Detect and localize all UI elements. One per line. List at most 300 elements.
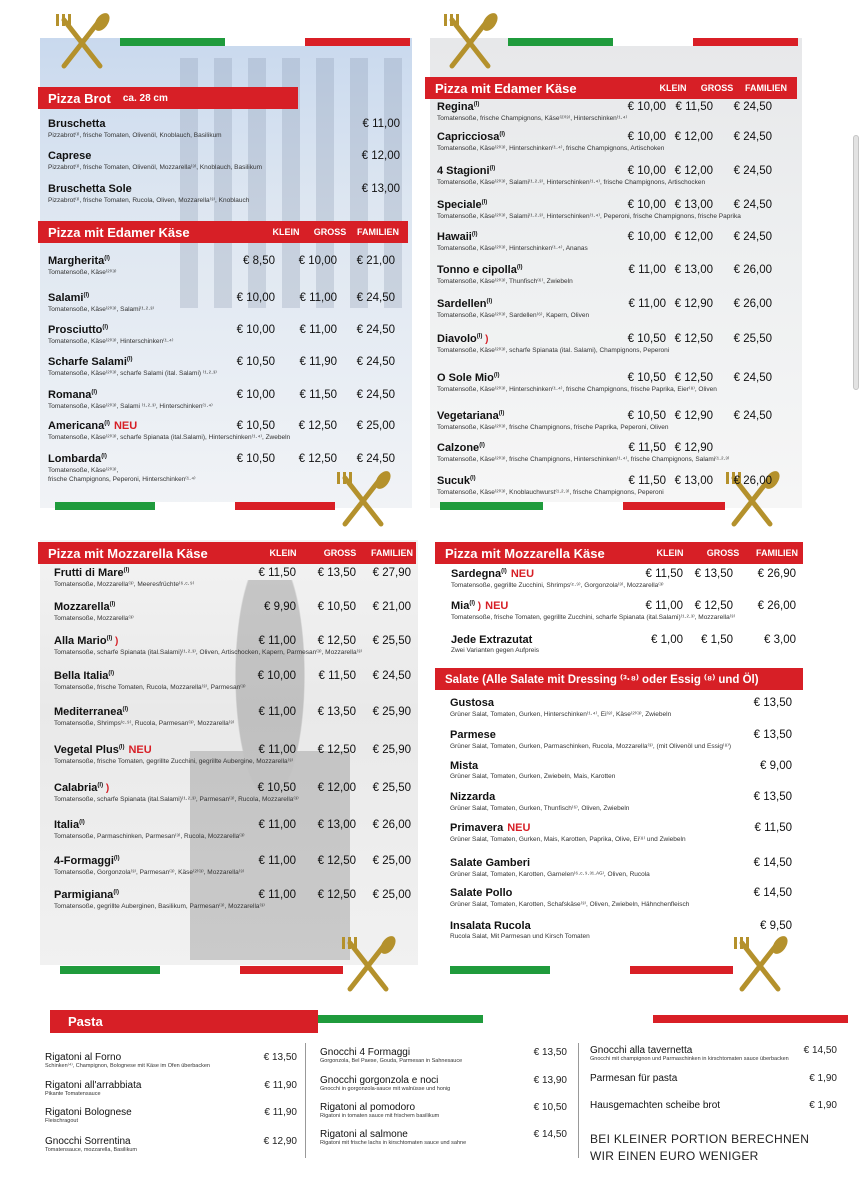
item-name-text: Hawaii <box>437 231 472 243</box>
item-name-text: Insalata Rucola <box>450 920 531 932</box>
pasta-item <box>590 1073 845 1084</box>
item-price: € 13,00 <box>674 264 713 276</box>
item-price: € 12,50 <box>317 635 356 647</box>
item-name-text: Sardegna <box>451 568 502 580</box>
pasta-item <box>45 1052 305 1069</box>
section-header-pizza-brot: Pizza Brot ca. 28 cm <box>38 87 298 109</box>
item-name-text: Romana <box>48 389 92 401</box>
item-allergen-sup: (I) <box>109 601 116 608</box>
item-name-text: Nizzarda <box>450 791 496 803</box>
item-description: Tomatensoße, Käse⁽²⁾⁽³⁾, Hinterschinken⁽¹·⁴⁾, frische Champignons, frische Paprika, Eier⁽⁸⁾, Oliven <box>437 386 717 393</box>
item-name-text: Calzone <box>437 442 480 454</box>
item-name-text: Parmese <box>450 729 496 741</box>
item-description: frische Champignons, Peperoni, Hinterschinken⁽¹·⁴⁾ <box>48 476 196 483</box>
item-price: € 12,00 <box>674 131 713 143</box>
item-name-text: Vegetal Plus <box>54 744 119 756</box>
new-badge: NEU <box>507 822 531 834</box>
item-price: € 25,00 <box>356 420 395 432</box>
item-price: € 13,50 <box>694 568 733 580</box>
item-description: Zwei Varianten gegen Aufpreis <box>451 647 540 654</box>
menu-item <box>48 356 413 377</box>
item-name-text: Prosciutto <box>48 324 103 336</box>
item-name-text: Regina <box>437 101 474 113</box>
item-price: € 13,00 <box>361 183 400 195</box>
pasta-item <box>590 1045 845 1062</box>
item-price: € 13,50 <box>753 697 792 709</box>
item-name-text: Mia <box>451 600 470 612</box>
menu-item <box>437 264 795 285</box>
pasta-description: Gorgonzola, Bel Paese, Gouda, Parmesan in Sahnesauce <box>320 1058 463 1064</box>
item-price: € 26,00 <box>372 819 411 831</box>
flag-bar <box>60 966 343 974</box>
menu-item <box>48 150 408 171</box>
item-description: Tomatensoße, frische Champignons, Käse⁽²⁾⁽³⁾, Hinterschinken⁽¹·⁴⁾ <box>437 115 628 122</box>
item-description: Grüner Salat, Tomaten, Karotten, Garnelen⁽⁶·ᶜ·⁹·³¹·ᴬᴳ⁾, Oliven, Rucola <box>450 871 650 878</box>
item-price: € 25,90 <box>372 744 411 756</box>
item-price: € 26,90 <box>757 568 796 580</box>
menu-item <box>48 453 413 483</box>
item-price: € 10,50 <box>236 356 275 368</box>
pasta-item <box>590 1100 845 1111</box>
item-allergen-sup: (I) <box>486 298 493 305</box>
item-price: € 25,00 <box>372 889 411 901</box>
menu-item <box>437 372 795 393</box>
menu-item <box>437 101 795 122</box>
menu-item <box>48 183 408 204</box>
item-price: € 25,90 <box>372 706 411 718</box>
menu-item <box>437 131 795 152</box>
item-price: € 12,50 <box>674 372 713 384</box>
item-description: Tomatensoße, Käse⁽²⁾⁽³⁾, scharfe Salami (ital. Salami) ⁽¹·²·³⁾ <box>48 370 217 377</box>
item-price: € 12,50 <box>317 744 356 756</box>
item-description: Tomatensoße, Käse⁽²⁾⁽³⁾, scharfe Spianata (ital.Salami), Hinterschinken⁽¹·⁴⁾, Zwebeln <box>48 434 291 441</box>
item-price: € 10,00 <box>627 101 666 113</box>
item-price: € 24,50 <box>733 231 772 243</box>
menu-item <box>48 255 413 276</box>
pasta-item <box>320 1129 575 1146</box>
item-price: € 11,00 <box>645 600 683 612</box>
item-description: Tomatensoße, Mozzarella⁽³⁾, Meeresfrüchte⁽⁶·ᶜ·⁹⁾ <box>54 581 195 588</box>
item-name-text: 4 Stagioni <box>437 165 490 177</box>
item-description: Tomatensoße, Käse⁽²⁾⁽³⁾, frische Champignons, Hinterschinken⁽¹·⁴⁾, frische Champignons, Salami⁽¹·²·³⁾ <box>437 456 730 463</box>
pasta-price: € 14,50 <box>803 1045 837 1056</box>
pasta-item <box>320 1102 575 1119</box>
item-name-text: Bella Italia <box>54 670 109 682</box>
menu-item <box>451 600 801 621</box>
menu-item <box>437 410 795 431</box>
menu-item <box>48 324 413 345</box>
menu-item <box>450 822 795 843</box>
item-name-text: Salate Pollo <box>450 887 513 899</box>
menu-item <box>437 199 795 220</box>
item-price: € 25,50 <box>372 782 411 794</box>
item-price: € 13,00 <box>674 199 713 211</box>
item-price: € 24,50 <box>356 453 395 465</box>
item-price: € 26,00 <box>733 298 772 310</box>
pasta-description: Pikante Tomatensauce <box>45 1091 101 1097</box>
item-description: Tomatensoße, Käse⁽²⁾⁽³⁾, Salami⁽¹·²·³⁾, Hinterschinken⁽¹·⁴⁾, Peperoni, frische Champignons, frische Paprika <box>437 213 741 220</box>
item-price: € 11,50 <box>299 389 337 401</box>
item-price: € 10,00 <box>236 389 275 401</box>
item-price: € 11,00 <box>628 264 666 276</box>
item-price: € 11,00 <box>299 324 337 336</box>
item-allergen-sup: (I) <box>493 372 500 379</box>
item-description: Pizzabrot⁽ᴵ⁾, frische Tomaten, Olivenöl, Knoblauch, Basilikum <box>48 132 222 139</box>
item-price: € 10,00 <box>627 231 666 243</box>
item-price: € 21,00 <box>372 601 411 613</box>
item-price: € 13,00 <box>674 475 713 487</box>
pasta-price: € 13,50 <box>263 1052 297 1063</box>
item-description: Rucola Salat, Mit Parmesan und Kirsch Tomaten <box>450 933 590 940</box>
menu-item <box>48 292 413 313</box>
portion-note: BEI KLEINER PORTION BERECHNEN WIR EINEN EURO WENIGER <box>590 1132 810 1163</box>
chili-icon: ) <box>482 334 489 345</box>
item-price: € 10,50 <box>627 333 666 345</box>
item-description: Tomatensoße, frische Tomaten, gegrillte Zucchini, gegrillte Aubergine, Mozzarella⁽³⁾ <box>54 758 293 765</box>
item-price: € 9,90 <box>264 601 296 613</box>
item-price: € 12,00 <box>361 150 400 162</box>
item-allergen-sup: (I) <box>104 420 110 427</box>
pasta-price: € 11,90 <box>264 1080 297 1091</box>
item-name-text: Caprese <box>48 150 92 162</box>
pasta-item <box>45 1107 305 1124</box>
fork-and-knife-icon <box>730 935 790 995</box>
pasta-column-divider <box>578 1043 579 1158</box>
item-price: € 10,00 <box>236 324 275 336</box>
pasta-price: € 13,50 <box>533 1047 567 1058</box>
item-name-text: Mista <box>450 760 479 772</box>
item-price: € 26,00 <box>733 475 772 487</box>
item-price: € 21,00 <box>356 255 395 267</box>
pasta-column-divider <box>305 1043 306 1158</box>
item-price: € 12,00 <box>317 782 356 794</box>
menu-item <box>437 333 795 354</box>
menu-item <box>450 791 795 812</box>
item-name-text: Jede Extrazutat <box>451 634 533 646</box>
pasta-name: Rigatoni al salmone <box>320 1129 408 1140</box>
item-price: € 24,50 <box>733 131 772 143</box>
item-price: € 13,00 <box>317 819 356 831</box>
pasta-name: Gnocchi gorgonzola e noci <box>320 1075 439 1086</box>
item-price: € 12,00 <box>674 165 713 177</box>
pasta-name: Rigatoni Bolognese <box>45 1107 132 1118</box>
item-description: Tomatensoße, Käse⁽²⁾⁽³⁾, frische Champignons, frische Paprika, Peperoni, Oliven <box>437 424 669 431</box>
section-header-pasta: Pasta <box>50 1010 318 1033</box>
item-price: € 13,50 <box>317 567 356 579</box>
item-description: Tomatensoße, Käse⁽²⁾⁽³⁾, Sardellen⁽⁶⁾, Kapern, Oliven <box>437 312 590 319</box>
page-scrollbar[interactable] <box>853 135 859 390</box>
item-description: Tomatensoße, scharfe Spianata (ital.Salami)⁽¹·²·³⁾, Parmesan⁽³⁾, Rucola, Mozzarella⁽³⁾ <box>54 796 299 803</box>
flag-bar <box>120 38 410 46</box>
item-description: Tomatensoße, Gorgonzola⁽³⁾, Parmesan⁽³⁾, Käse⁽²⁾⁽³⁾, Mozzarella⁽³⁾ <box>54 869 245 876</box>
item-price: € 11,90 <box>299 356 337 368</box>
item-price: € 12,50 <box>674 333 713 345</box>
item-allergen-sup: (I) <box>469 600 476 607</box>
pasta-name: Rigatoni al pomodoro <box>320 1102 416 1113</box>
item-name-text: Primavera <box>450 822 504 834</box>
item-allergen-sup: (I) <box>122 706 129 713</box>
item-price: € 10,50 <box>627 410 666 422</box>
item-allergen-sup: (I) <box>479 442 485 449</box>
pasta-price: € 10,50 <box>533 1102 567 1113</box>
menu-item <box>54 635 414 656</box>
item-name-text: Calabria <box>54 782 98 794</box>
menu-item <box>54 782 414 803</box>
item-price: € 26,00 <box>733 264 772 276</box>
item-allergen-sup: (I) <box>106 635 113 642</box>
item-price: € 12,50 <box>298 453 337 465</box>
item-allergen-sup: (I) <box>516 264 523 271</box>
item-description: Tomatensoße, Mozzarella⁽³⁾ <box>54 615 134 622</box>
item-price: € 24,50 <box>356 389 395 401</box>
item-price: € 11,50 <box>318 670 356 682</box>
menu-item <box>450 729 795 750</box>
item-name-text: Sardellen <box>437 298 487 310</box>
item-price: € 11,00 <box>258 744 296 756</box>
item-price: € 25,00 <box>372 855 411 867</box>
item-price: € 11,50 <box>675 101 713 113</box>
item-name-text: Sucuk <box>437 475 471 487</box>
item-allergen-sup: (I) <box>489 165 496 172</box>
pasta-name: Hausgemachten scheibe brot <box>590 1100 721 1111</box>
item-description: Tomatensoße, Käse⁽²⁾⁽³⁾, scharfe Spianata (ital. Salami), Champignons, Peperoni <box>437 347 670 354</box>
flag-bar <box>450 966 733 974</box>
item-name-text: Scharfe Salami <box>48 356 127 368</box>
pasta-price: € 12,90 <box>263 1136 297 1147</box>
pasta-description: Gnocchi in gorgonzola-sauce mit walnüsse und honig <box>320 1086 451 1092</box>
item-allergen-sup: (I) <box>91 389 98 396</box>
flag-bar <box>318 1015 848 1023</box>
chili-icon: ) <box>475 601 482 612</box>
item-allergen-sup: (I) <box>123 567 130 574</box>
item-name-text: Mediterranea <box>54 706 123 718</box>
item-name-text: O Sole Mio <box>437 372 494 384</box>
item-price: € 11,00 <box>628 298 666 310</box>
item-price: € 24,50 <box>733 165 772 177</box>
new-badge: NEU <box>128 744 152 756</box>
pasta-description: Gnocchi mit champignon und Parmaschinken in kirschtomaten sauce überbacken <box>590 1056 789 1062</box>
pasta-description: Rigatoni in tomaten sauce mit frischem basilikum <box>320 1113 440 1119</box>
item-price: € 12,00 <box>674 231 713 243</box>
item-name-text: Parmigiana <box>54 889 114 901</box>
item-price: € 24,50 <box>356 292 395 304</box>
section-header-edamer-right: Pizza mit Edamer Käse KLEIN GROSS FAMILIEN <box>425 77 797 99</box>
item-name-text: Speciale <box>437 199 482 211</box>
flag-bar <box>55 502 335 510</box>
item-price: € 27,90 <box>372 567 411 579</box>
pasta-name: Parmesan für pasta <box>590 1073 678 1084</box>
pasta-name: Gnocchi Sorrentina <box>45 1136 131 1147</box>
menu-item <box>54 670 414 691</box>
item-description: Tomatensoße, Parmaschinken, Parmesan⁽³⁾, Rucola, Mozzarella⁽³⁾ <box>54 833 245 840</box>
item-price: € 11,00 <box>258 855 296 867</box>
item-price: € 9,50 <box>760 920 792 932</box>
menu-item <box>450 920 795 940</box>
pasta-name: Rigatoni all'arrabbiata <box>45 1080 142 1091</box>
item-description: Tomatensoße, Käse⁽²⁾⁽³⁾, Salami ⁽¹·²·³⁾, Hinterschinken⁽¹·⁴⁾ <box>48 403 213 410</box>
item-price: € 24,50 <box>733 410 772 422</box>
pasta-item <box>45 1136 305 1153</box>
item-allergen-sup: (I) <box>79 819 85 826</box>
item-price: € 10,50 <box>236 453 275 465</box>
item-price: € 11,00 <box>299 292 337 304</box>
item-price: € 11,50 <box>645 568 683 580</box>
pasta-name: Gnocchi alla tavernetta <box>590 1045 693 1056</box>
item-price: € 11,00 <box>258 635 296 647</box>
item-price: € 11,00 <box>258 819 296 831</box>
item-allergen-sup: (I) <box>104 255 110 262</box>
pasta-description: Tomatensauce, mozzarella, Basilikum <box>45 1147 138 1153</box>
item-price: € 24,50 <box>733 101 772 113</box>
fork-and-knife-icon <box>52 12 112 72</box>
item-price: € 10,50 <box>236 420 275 432</box>
item-description: Tomatensoße, Käse⁽²⁾⁽³⁾, Knoblauchwurst⁽¹·²·³⁾, frische Champignons, Peperoni <box>437 489 664 496</box>
item-price: € 25,50 <box>733 333 772 345</box>
item-allergen-sup: (I) <box>470 475 476 482</box>
item-name-text: Capricciosa <box>437 131 500 143</box>
item-price: € 24,50 <box>356 356 395 368</box>
item-price: € 24,50 <box>733 199 772 211</box>
fork-and-knife-icon <box>338 935 398 995</box>
menu-item <box>437 231 795 252</box>
menu-item <box>54 601 414 622</box>
section-header-salate: Salate (Alle Salate mit Dressing ⁽³·⁸⁾ oder Essig ⁽⁸⁾ und Öl) <box>435 668 803 690</box>
item-price: € 11,50 <box>754 822 792 834</box>
menu-item <box>450 697 795 718</box>
item-price: € 11,50 <box>628 475 666 487</box>
menu-item <box>54 567 414 588</box>
item-allergen-sup: (I) <box>108 670 115 677</box>
item-description: Tomatensoße, Käse⁽²⁾⁽³⁾, Hinterschinken⁽¹·⁴⁾ <box>48 338 174 345</box>
item-name-text: Salate Gamberi <box>450 857 531 869</box>
item-price: € 24,50 <box>372 670 411 682</box>
pasta-price: € 14,50 <box>533 1129 567 1140</box>
item-price: € 10,00 <box>236 292 275 304</box>
item-price: € 12,50 <box>298 420 337 432</box>
item-price: € 14,50 <box>753 857 792 869</box>
menu-item <box>437 165 795 186</box>
item-price: € 12,90 <box>674 442 713 454</box>
item-description: Tomatensoße, Shrimps⁽ᶜ·⁹⁾, Rucola, Parmesan⁽³⁾, Mozzarella⁽³⁾ <box>54 720 235 727</box>
menu-item <box>54 819 414 840</box>
pasta-description: Rigatoni mit frische lachs in kirschtomaten sauce und sahne <box>320 1140 467 1146</box>
pasta-description: Schinken⁽⁴⁾, Champignon, Bolognese mit Käse im Ofen überbacken <box>45 1063 210 1069</box>
item-description: Pizzabrot⁽ᴵ⁾, frische Tomaten, Olivenöl, Mozzarella⁽³⁾, Knoblauch, Basilikum <box>48 164 262 171</box>
item-allergen-sup: (I) <box>118 744 125 751</box>
item-price: € 11,00 <box>258 889 296 901</box>
pasta-name: Rigatoni al Forno <box>45 1052 122 1063</box>
item-price: € 3,00 <box>764 634 796 646</box>
menu-item <box>437 442 795 463</box>
new-badge: NEU <box>485 600 509 612</box>
section-header-mozzarella-left: Pizza mit Mozzarella Käse KLEIN GROSS FAMILIEN <box>38 542 416 564</box>
item-allergen-sup: (I) <box>97 782 104 789</box>
item-price: € 10,50 <box>257 782 296 794</box>
item-description: Tomatensoße, Käse⁽²⁾⁽³⁾, Thunfisch⁽⁶⁾, Zwiebeln <box>437 278 573 285</box>
item-description: Pizzabrot⁽ᴵ⁾, frische Tomaten, Rucola, Oliven, Mozzarella⁽³⁾, Knoblauch <box>48 197 250 204</box>
item-price: € 12,50 <box>317 855 356 867</box>
menu-item <box>450 887 795 908</box>
item-name-text: Diavolo <box>437 333 477 345</box>
item-price: € 10,00 <box>257 670 296 682</box>
item-allergen-sup: (I) <box>499 131 506 138</box>
item-price: € 13,50 <box>317 706 356 718</box>
item-price: € 13,50 <box>753 791 792 803</box>
menu-item <box>450 857 795 878</box>
menu-item <box>451 568 801 589</box>
menu-item <box>54 706 414 727</box>
item-name-text: Mozzarella <box>54 601 110 613</box>
item-price: € 11,00 <box>258 706 296 718</box>
item-name-text: Americana <box>48 420 105 432</box>
item-name-text: Bruschetta Sole <box>48 183 132 195</box>
flag-bar <box>440 502 725 510</box>
item-name-text: Alla Mario <box>54 635 107 647</box>
pasta-price: € 1,90 <box>809 1073 837 1084</box>
item-price: € 10,00 <box>627 165 666 177</box>
item-price: € 10,50 <box>627 372 666 384</box>
pasta-item <box>320 1075 575 1092</box>
menu-item <box>437 475 795 496</box>
item-description: Grüner Salat, Tomaten, Gurken, Parmaschinken, Rucola, Mozzarella⁽³⁾, (mit Olivenöl und Essig⁽⁸⁾) <box>450 743 732 750</box>
item-allergen-sup: (I) <box>126 356 133 363</box>
item-price: € 24,50 <box>356 324 395 336</box>
item-description: Tomatensoße, Käse⁽²⁾⁽³⁾ <box>48 269 117 276</box>
item-price: € 12,50 <box>694 600 733 612</box>
item-description: Tomatensoße, frische Tomaten, Rucola, Mozzarella⁽³⁾, Parmesan⁽³⁾ <box>54 684 246 691</box>
item-price: € 11,50 <box>628 442 666 454</box>
pasta-description: Fleischragout <box>45 1118 79 1124</box>
pasta-item <box>320 1047 575 1064</box>
item-name-text: Tonno e cipolla <box>437 264 517 276</box>
item-price: € 14,50 <box>753 887 792 899</box>
menu-item <box>54 889 414 910</box>
item-price: € 12,90 <box>674 298 713 310</box>
item-name-text: Lombarda <box>48 453 102 465</box>
item-allergen-sup: (I) <box>113 855 120 862</box>
item-price: € 13,50 <box>753 729 792 741</box>
menu-item <box>54 855 414 876</box>
item-allergen-sup: (I) <box>102 324 109 331</box>
item-price: € 10,00 <box>298 255 337 267</box>
item-description: Tomatensoße, scharfe Spianata (ital.Salami)⁽¹·²·³⁾, Oliven, Artischocken, Kapern, Parmesan⁽³⁾, Mozzarella⁽³⁾ <box>54 649 362 656</box>
item-name-text: Italia <box>54 819 80 831</box>
item-price: € 9,00 <box>760 760 792 772</box>
item-price: € 12,90 <box>674 410 713 422</box>
item-name-text: Bruschetta <box>48 118 106 130</box>
pasta-item <box>45 1080 305 1097</box>
new-badge: NEU <box>510 568 535 580</box>
chili-icon: ) <box>112 636 119 647</box>
item-allergen-sup: (I) <box>498 410 505 417</box>
item-allergen-sup: (I) <box>481 199 488 206</box>
section-header-edamer-left: Pizza mit Edamer Käse KLEIN GROSS FAMILIEN <box>38 221 408 243</box>
chili-icon: ) <box>103 783 110 794</box>
item-allergen-sup: (I) <box>476 333 483 340</box>
item-name-text: Gustosa <box>450 697 495 709</box>
item-price: € 10,50 <box>317 601 356 613</box>
item-description: Grüner Salat, Tomaten, Gurken, Zwiebeln, Mais, Karotten <box>450 773 616 780</box>
menu-item <box>437 298 795 319</box>
item-allergen-sup: (I) <box>113 889 119 896</box>
item-price: € 11,00 <box>362 118 400 130</box>
item-price: € 8,50 <box>243 255 275 267</box>
item-name-text: Vegetariana <box>437 410 499 422</box>
item-description: Tomatensoße, Käse⁽²⁾⁽³⁾, <box>48 467 119 474</box>
item-allergen-sup: (I) <box>501 568 507 575</box>
menu-item <box>450 760 795 780</box>
item-price: € 10,00 <box>627 131 666 143</box>
